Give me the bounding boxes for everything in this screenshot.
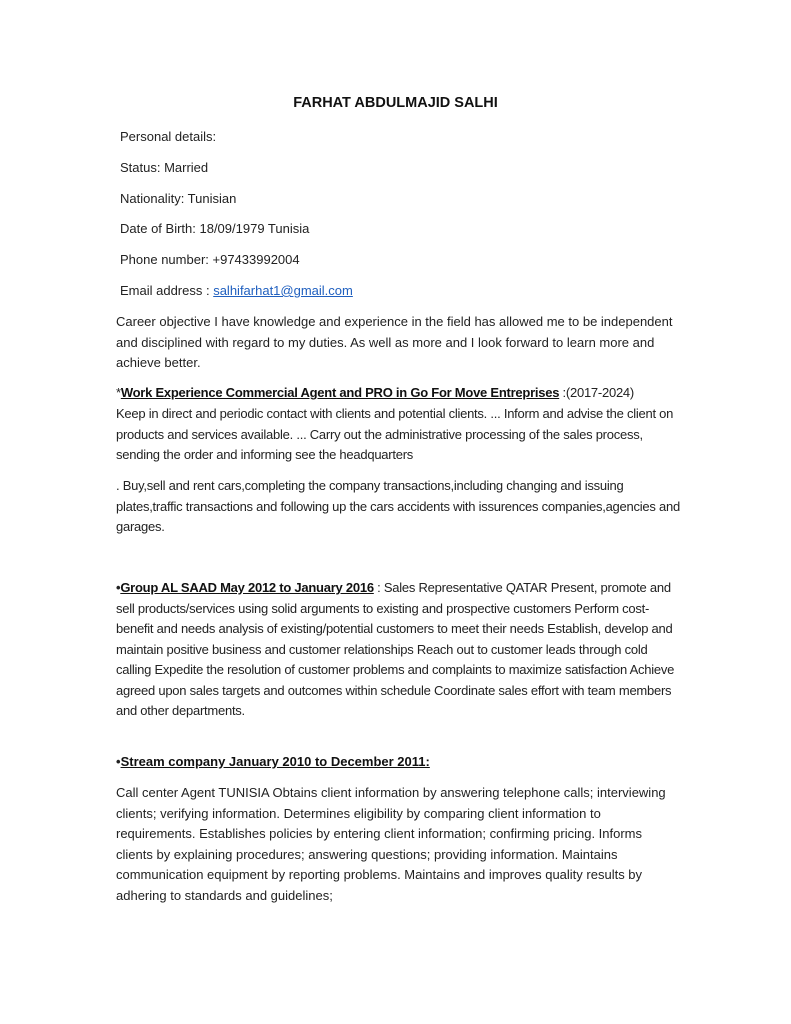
nationality-line: Nationality: Tunisian — [120, 191, 237, 206]
job3-heading: Stream company January 2010 to December 2011: — [120, 754, 430, 769]
job1-prefix: * — [116, 385, 121, 400]
email-link[interactable]: salhifarhat1@gmail.com — [213, 283, 353, 298]
job2-entry — [116, 578, 681, 722]
career-objective: Career objective I have knowledge and experience in the field has allowed me to be independent and disciplined with regard to my duties. As well as more and I look forward to learn more and achieve better. — [116, 314, 673, 370]
job1-dates: :(2017-2024) — [559, 385, 634, 400]
email-line — [120, 281, 353, 301]
resume-name: FARHAT ABDULMAJID SALHI — [293, 95, 498, 111]
job2-heading: Group AL SAAD May 2012 to January 2016 — [120, 580, 374, 595]
job2-description: : Sales Representative QATAR Present, promote and sell products/services using solid arguments to existing and prospective customers Perform cost-benefit and needs analysis of existing/potential customers to meet their needs Establish, develop and maintain positive business and customer relationships Reach out to customer leads through cold calling Expedite the resolution of customer problems and complaints to maximize satisfaction Achieve agreed upon sales targets and outcomes within schedule Coordinate sales effort with team members and other departments. — [116, 580, 675, 718]
phone-line: Phone number: +97433992004 — [120, 252, 300, 267]
job3-title-line — [116, 752, 681, 773]
job1-title-line — [116, 383, 681, 404]
job3-description: Call center Agent TUNISIA Obtains client information by answering telephone calls; interviewing clients; verifying information. Determines eligibility by comparing client information to requirements. Establishes policies by entering client information; confirming pricing. Informs clients by explaining procedures; answering questions; providing information. Maintains communication equipment by reporting problems. Maintains and improves quality results by adhering to standards and guidelines; — [116, 785, 666, 903]
bullet-icon: • — [116, 754, 121, 769]
status-line: Status: Married — [120, 160, 209, 175]
job1-description: Keep in direct and periodic contact with clients and potential clients. ... Inform and advise the client on products and services available. ... Carry out the administrative processing of the sales process, sending the order and informing see the headquarters — [116, 406, 674, 462]
email-label: Email address : — [120, 283, 214, 298]
personal-details-heading: Personal details: — [120, 129, 217, 144]
job1-description-2: . Buy,sell and rent cars,completing the company transactions,including changing and issuing plates,traffic transactions and following up the cars accidents with issurences companies,agencies and garages. — [116, 478, 680, 534]
job1-heading: Work Experience Commercial Agent and PRO in Go For Move Entreprises — [120, 385, 560, 400]
bullet-icon: • — [116, 580, 121, 595]
dob-line: Date of Birth: 18/09/1979 Tunisia — [120, 221, 310, 236]
